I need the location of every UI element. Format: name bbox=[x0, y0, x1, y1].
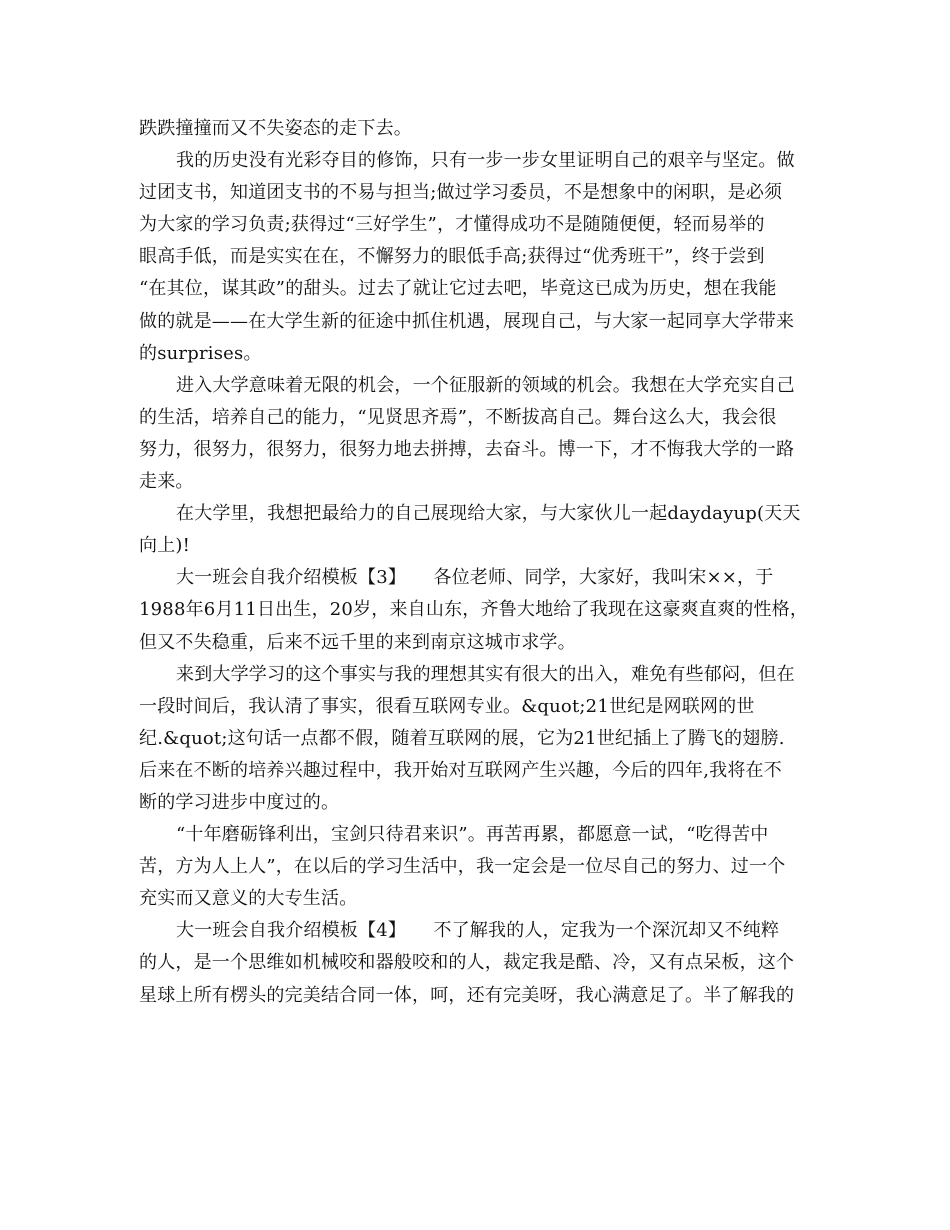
text-line: 的surprises。 bbox=[139, 342, 262, 364]
text-line: 向上)! bbox=[139, 535, 191, 557]
text-line: 充实而又意义的大专生活。 bbox=[139, 888, 358, 910]
text-line: 星球上所有楞头的完美结合同一体，呵，还有完美呀，我心满意足了。半了解我的 bbox=[139, 984, 795, 1006]
text-line: 跌跌撞撞而又不失姿态的走下去。 bbox=[139, 118, 412, 139]
text-line: 努力，很努力，很努力，很努力地去拼搏，去奋斗。博一下，才不悔我大学的一路 bbox=[139, 438, 795, 460]
text-line: 来到大学学习的这个事实与我的理想其实有很大的出入，难免有些郁闷，但在 bbox=[176, 663, 795, 685]
text-line: “在其位，谋其政”的甜头。过去了就让它过去吧，毕竟这已成为历史，想在我能 bbox=[139, 278, 777, 300]
text-line: 进入大学意味着无限的机会，一个征服新的领域的机会。我想在大学充实自己 bbox=[176, 374, 795, 396]
text-line: 但又不失稳重，后来不远千里的来到南京这城市求学。 bbox=[139, 631, 576, 653]
text-line: 纪.&quot;这句话一点都不假，随着互联网的展，它为21世纪插上了腾飞的翅膀. bbox=[139, 727, 785, 749]
text-line: 在大学里，我想把最给力的自己展现给大家，与大家伙儿一起daydayup(天天 bbox=[176, 503, 801, 525]
text-line: 苦，方为人上人”，在以后的学习生活中，我一定会是一位尽自己的努力、过一个 bbox=[139, 856, 786, 878]
text-line: 大一班会自我介绍模板【4】 不了解我的人，定我为一个深沉却又不纯粹 bbox=[176, 920, 780, 942]
text-line: 我的历史没有光彩夺目的修饰，只有一步一步女里证明自己的艰辛与坚定。做 bbox=[176, 150, 795, 172]
text-line: “十年磨砺锋利出，宝剑只待君来识”。再苦再累，都愿意一试，“吃得苦中 bbox=[176, 824, 769, 846]
text-line: 后来在不断的培养兴趣过程中，我开始对互联网产生兴趣，今后的四年,我将在不 bbox=[139, 759, 782, 781]
text-line: 过团支书，知道团支书的不易与担当;做过学习委员，不是想象中的闲职，是必须 bbox=[139, 182, 783, 204]
text-line: 大一班会自我介绍模板【3】 各位老师、同学，大家好，我叫宋××，于 bbox=[176, 567, 774, 589]
text-line: 眼高手低，而是实实在在，不懈努力的眼低手高;获得过“优秀班干”，终于尝到 bbox=[139, 246, 765, 268]
text-line: 一段时间后，我认清了事实，很看互联网专业。&quot;21世纪是网联网的世 bbox=[139, 695, 755, 717]
text-line: 走来。 bbox=[139, 471, 194, 493]
document-body bbox=[139, 113, 815, 1012]
text-line: 做的就是——在大学生新的征途中抓住机遇，展现自己，与大家一起同享大学带来 bbox=[139, 310, 795, 332]
text-line: 的人，是一个思维如机械咬和器般咬和的人，裁定我是酷、冷，又有点呆板，这个 bbox=[139, 952, 795, 974]
text-line: 1988年6月11日出生，20岁，来自山东，齐鲁大地给了我现在这豪爽直爽的性格， bbox=[139, 599, 809, 621]
text-line: 的生活，培养自己的能力，“见贤思齐焉”，不断拔高自己。舞台这么大，我会很 bbox=[139, 406, 777, 428]
text-line: 断的学习进步中度过的。 bbox=[139, 791, 340, 813]
text-line: 为大家的学习负责;获得过“三好学生”，才懂得成功不是随随便便，轻而易举的 bbox=[139, 214, 765, 236]
